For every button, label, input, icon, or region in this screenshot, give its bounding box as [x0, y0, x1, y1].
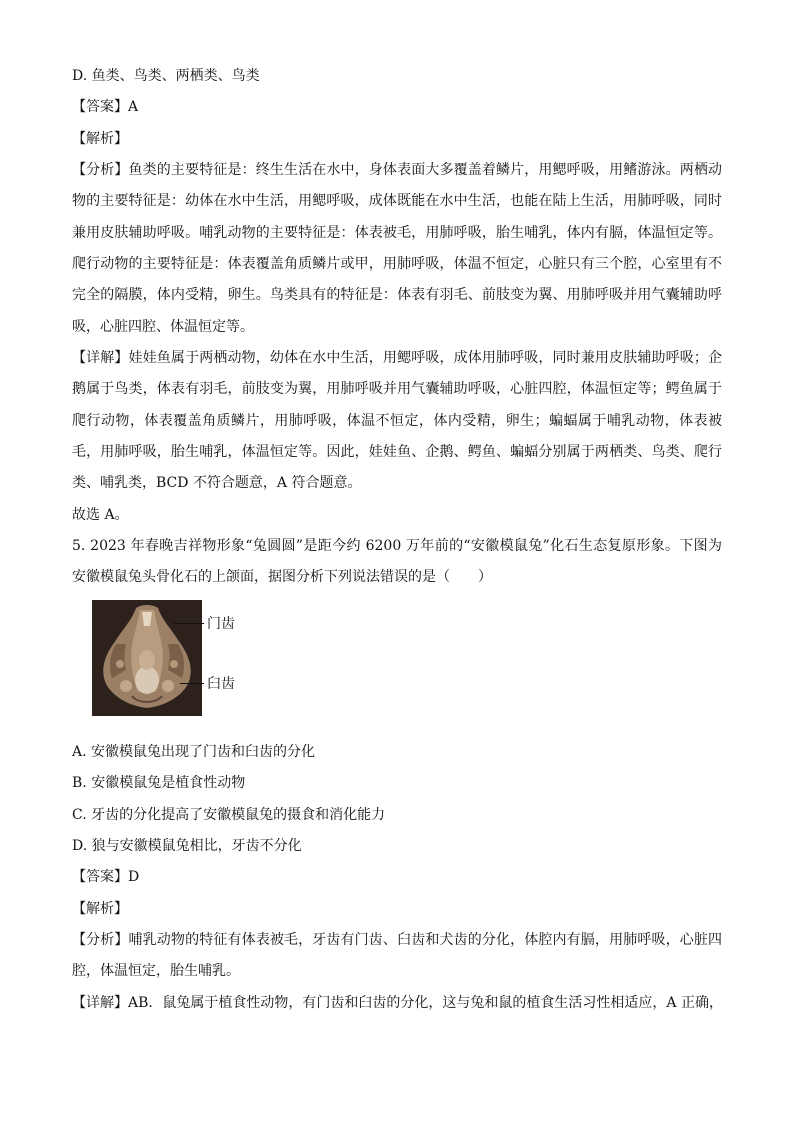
option-b: B. 安徽模鼠兔是植食性动物 [72, 775, 246, 791]
analysis-text-line: 【分析】鱼类的主要特征是：终生生活在水中，身体表面大多覆盖着鳞片，用鳃呼吸，用鳍游泳。两栖动 [72, 162, 722, 178]
analysis-heading: 【解析】 [72, 131, 128, 147]
question-5-stem: 5. 2023 年春晚吉祥物形象“兔圆圆”是距今约 6200 万年前的“安徽模鼠兔”化石生态复原形象。下图为 [72, 538, 722, 554]
option-d-prev: D. 鱼类、鸟类、两栖类、鸟类 [72, 68, 260, 84]
skull-fossil-illustration [92, 600, 202, 716]
detail-text-line: 鹅属于鸟类，体表有羽毛，前肢变为翼，用肺呼吸并用气囊辅助呼吸，心脏四腔，体温恒定等；鳄鱼属于 [72, 381, 722, 397]
skull-fossil-photo [92, 600, 202, 716]
answer-heading: 【答案】D [72, 869, 140, 885]
detail-text-line: 类、哺乳类，BCD 不符合题意，A 符合题意。 [72, 475, 362, 491]
analysis-heading: 【解析】 [72, 901, 128, 917]
option-c: C. 牙齿的分化提高了安徽模鼠兔的摄食和消化能力 [72, 807, 386, 823]
answer-heading: 【答案】A [72, 99, 139, 115]
question-5-stem: 安徽模鼠兔头骨化石的上颌面，据图分析下列说法错误的是（ ） [72, 569, 492, 585]
detail-text-line: 毛，用肺呼吸，胎生哺乳，体温恒定等。因此，娃娃鱼、企鹅、鳄鱼、蝙蝠分别属于两栖类、鸟类、爬行 [72, 444, 722, 460]
analysis-text-line: 兼用皮肤辅助呼吸。哺乳动物的主要特征是：体表被毛，用肺呼吸，胎生哺乳，体内有膈，体温恒定等。 [72, 225, 722, 241]
molar-label: 臼齿 [207, 676, 235, 692]
option-a: A. 安徽模鼠兔出现了门齿和臼齿的分化 [72, 744, 316, 760]
analysis-text-line: 物的主要特征是：幼体在水中生活，用鳃呼吸，成体既能在水中生活，也能在陆上生活，用肺呼吸，同时 [72, 193, 722, 209]
analysis-text-line: 完全的隔膜，体内受精，卵生。鸟类具有的特征是：体表有羽毛、前肢变为翼、用肺呼吸并用气囊辅助呼 [72, 287, 722, 303]
analysis-text-line: 爬行动物的主要特征是：体表覆盖角质鳞片或甲，用肺呼吸，体温不恒定，心脏只有三个腔，心室里有不 [72, 256, 722, 272]
analysis-text-line: 【分析】哺乳动物的特征有体表被毛，牙齿有门齿、臼齿和犬齿的分化，体腔内有膈，用肺呼吸，心脏四 [72, 932, 722, 948]
molar-leader-line [180, 683, 204, 684]
analysis-text-line: 吸，心脏四腔、体温恒定等。 [72, 319, 254, 335]
detail-text-line: 【详解】娃娃鱼属于两栖动物，幼体在水中生活，用鳃呼吸，成体用肺呼吸，同时兼用皮肤辅助呼吸；企 [72, 350, 722, 366]
incisor-leader-line [174, 623, 204, 624]
detail-text-line: 【详解】AB．鼠兔属于植食性动物，有门齿和臼齿的分化，这与兔和鼠的植食生活习性相适应，A 正确， [72, 995, 723, 1011]
analysis-text-line: 腔，体温恒定，胎生哺乳。 [72, 963, 240, 979]
skull-fossil-figure [92, 600, 322, 718]
option-d: D. 狼与安徽模鼠兔相比，牙齿不分化 [72, 838, 302, 854]
incisor-label: 门齿 [207, 616, 235, 632]
detail-text-line: 爬行动物，体表覆盖角质鳞片，用肺呼吸，体温不恒定，体内受精，卵生；蝙蝠属于哺乳动物，体表被 [72, 413, 722, 429]
conclusion-line: 故选 A。 [72, 507, 129, 523]
